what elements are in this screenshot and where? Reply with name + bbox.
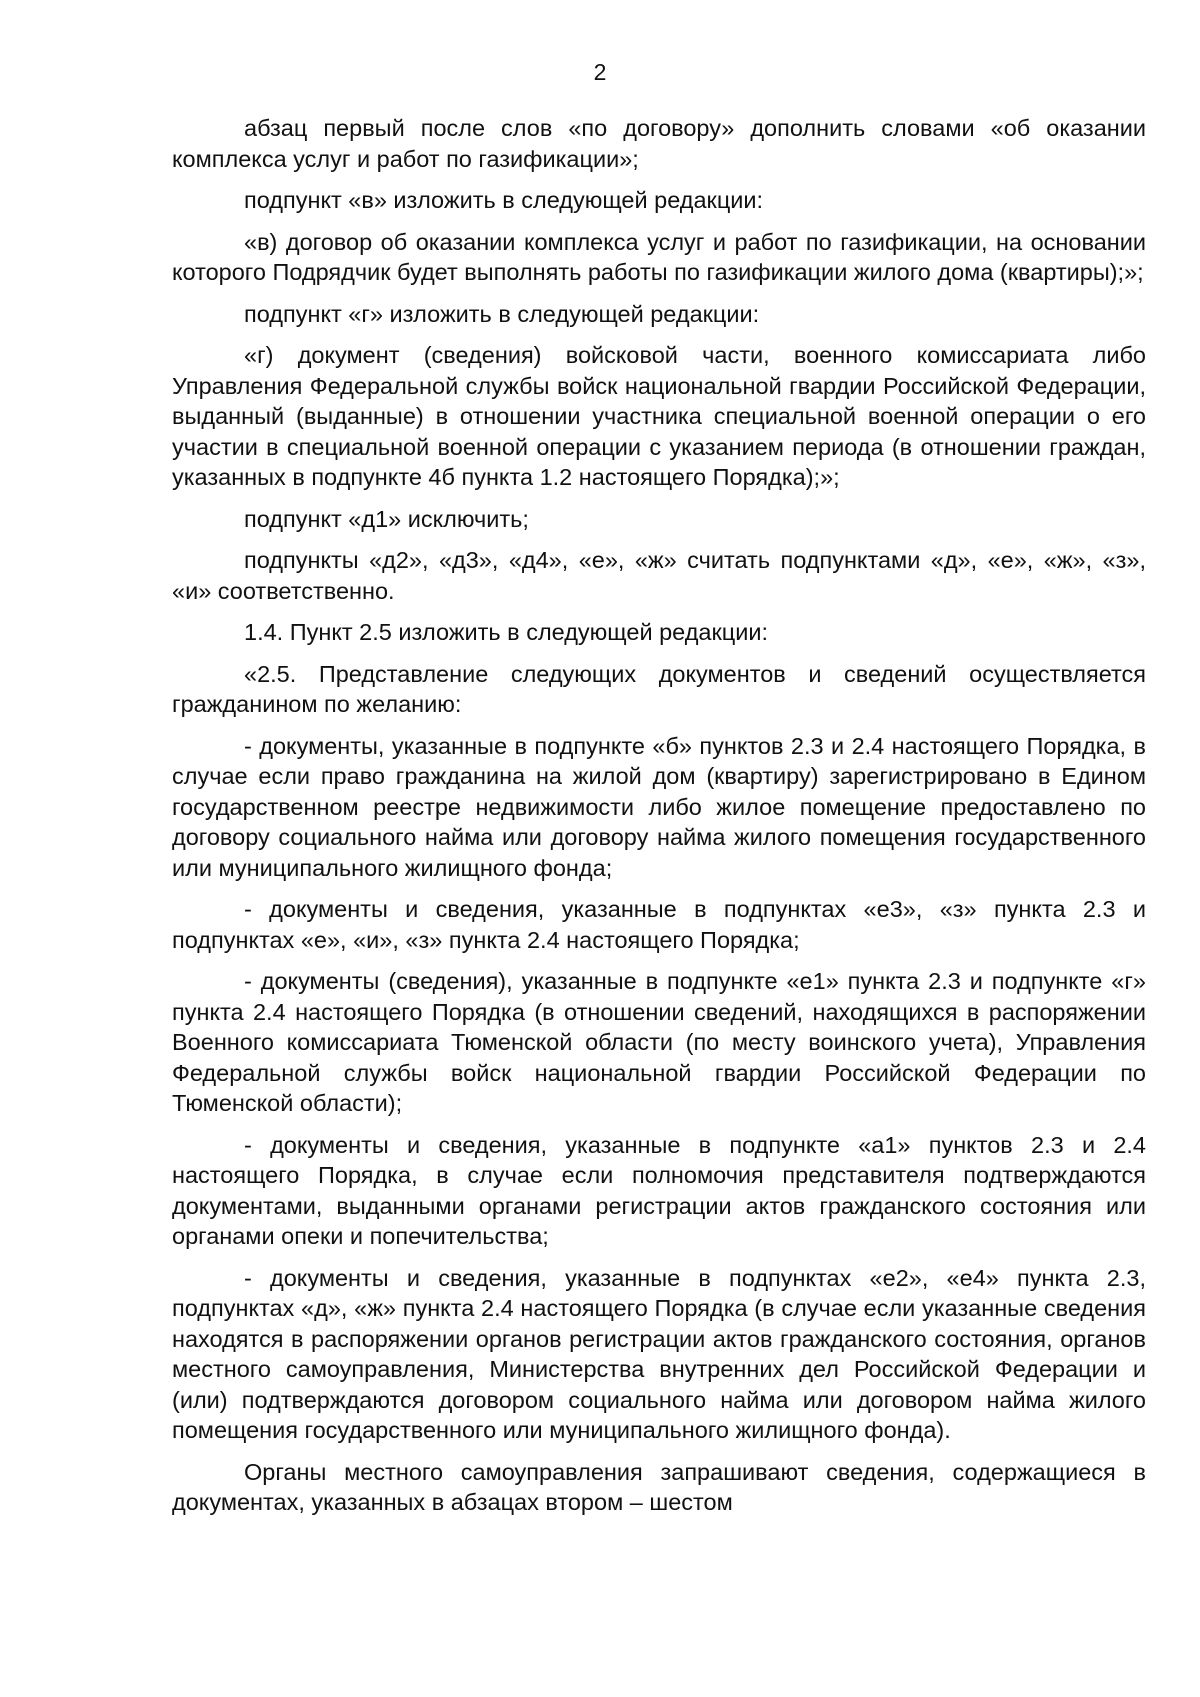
paragraph: Органы местного самоуправления запрашивают сведения, содержащиеся в документах, указанных в абзацах втором – шестом bbox=[172, 1458, 1146, 1515]
paragraph: подпункты «д2», «д3», «д4», «е», «ж» считать подпунктами «д», «е», «ж», «з», «и» соответственно. bbox=[172, 547, 1146, 604]
paragraph: подпункт «д1» исключить; bbox=[244, 505, 529, 532]
paragraph: «г) документ (сведения) войсковой части, военного комиссариата либо Управления Федеральной службы войск национальной гвардии Российской Федерации, выданный (выданные) в отношении участника специальной военной операции о его участии в специальной военной операции с указанием периода (в отношении граждан, указанных в подпункте 4б пункта 1.2 настоящего Порядка);»; bbox=[172, 342, 1146, 490]
paragraph: 1.4. Пункт 2.5 изложить в следующей редакции: bbox=[244, 619, 769, 645]
paragraph: подпункт «в» изложить в следующей редакции: bbox=[244, 187, 764, 213]
paragraph: - документы (сведения), указанные в подпункте «е1» пункта 2.3 и подпункте «г» пункта 2.4 настоящего Порядка (в отношении сведений, находящихся в распоряжении Военного комиссариата Тюменской области (по месту воинского учета), Управления Федеральной службы войск национальной гвардии Российской Федерации по Тюменской области); bbox=[172, 968, 1146, 1116]
paragraph: - документы и сведения, указанные в подпункте «а1» пунктов 2.3 и 2.4 настоящего Порядка, в случае если полномочия представителя подтверждаются документами, выданными органами регистрации актов гражданского состояния или органами опеки и попечительства; bbox=[172, 1131, 1146, 1249]
paragraph: «в) договор об оказании комплекса услуг и работ по газификации, на основании которого Подрядчик будет выполнять работы по газификации жилого дома (квартиры);»; bbox=[172, 228, 1146, 285]
document-body bbox=[172, 113, 1146, 1529]
paragraph: - документы и сведения, указанные в подпунктах «е2», «е4» пункта 2.3, подпунктах «д», «ж» пункта 2.4 настоящего Порядка (в случае если указанные сведения находятся в распоряжении органов регистрации актов гражданского состояния, органов местного самоуправления, Министерства внутренних дел Российской Федерации и (или) подтверждаются договором социального найма или договором найма жилого помещения государственного или муниципального жилищного фонда). bbox=[172, 1264, 1146, 1443]
paragraph: подпункт «г» изложить в следующей редакции: bbox=[244, 300, 760, 327]
page-number: 2 bbox=[593, 59, 607, 85]
paragraph: - документы и сведения, указанные в подпунктах «е3», «з» пункта 2.3 и подпунктах «е», «и», «з» пункта 2.4 настоящего Порядка; bbox=[172, 896, 1146, 953]
paragraph: «2.5. Представление следующих документов и сведений осуществляется гражданином по желанию: bbox=[172, 660, 1146, 717]
paragraph: - документы, указанные в подпункте «б» пунктов 2.3 и 2.4 настоящего Порядка, в случае если право гражданина на жилой дом (квартиру) зарегистрировано в Едином государственном реестре недвижимости либо жилое помещение предоставлено по договору социального найма или договору найма жилого помещения государственного или муниципального жилищного фонда; bbox=[172, 732, 1146, 881]
paragraph: абзац первый после слов «по договору» дополнить словами «об оказании комплекса услуг и работ по газификации»; bbox=[172, 115, 1146, 172]
